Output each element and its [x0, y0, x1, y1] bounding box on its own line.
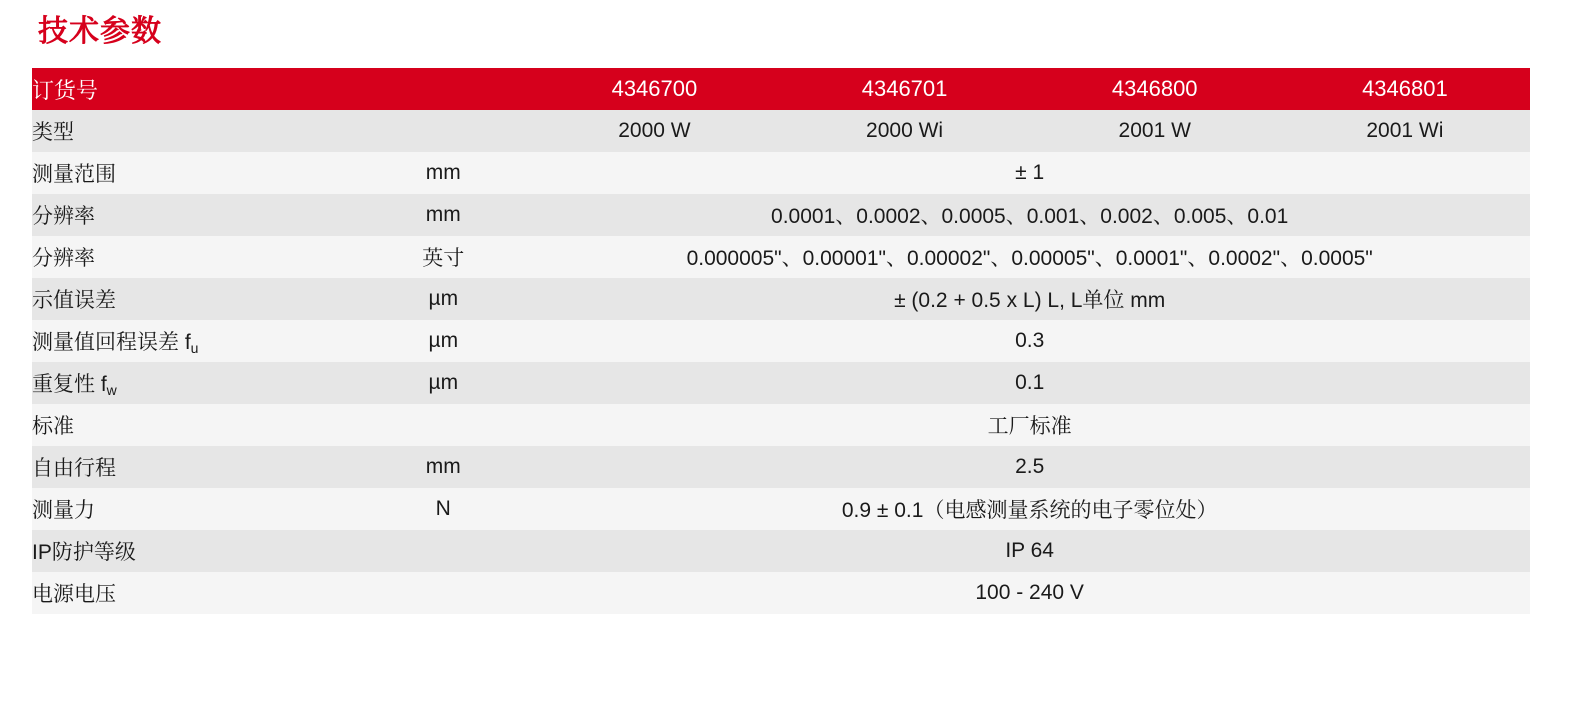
table-row: [32, 194, 1530, 236]
row-value-resolution-mm: 0.0001、0.0002、0.0005、0.001、0.002、0.005、0.01: [529, 194, 1530, 236]
table-row: [32, 488, 1530, 530]
row-value-type-4: 2001 Wi: [1280, 110, 1530, 152]
spec-sheet-page: [0, 14, 1582, 708]
table-row: [32, 572, 1530, 614]
header-order-number-1: 4346700: [529, 68, 779, 110]
row-unit-standard: [357, 404, 529, 446]
page-title: 技术参数: [38, 15, 162, 48]
row-label-supply-voltage: 电源电压: [32, 572, 357, 614]
row-value-measuring-force: 0.9 ± 0.1（电感测量系统的电子零位处）: [529, 488, 1530, 530]
row-unit-measuring-force: N: [357, 488, 529, 530]
row-unit-supply-voltage: [357, 572, 529, 614]
row-value-type-3: 2001 W: [1030, 110, 1280, 152]
row-label-hysteresis-error-subscript: u: [190, 340, 199, 356]
table-row: [32, 404, 1530, 446]
row-value-type-1: 2000 W: [529, 110, 779, 152]
row-label-resolution-inch: 分辨率: [32, 236, 357, 278]
row-value-free-travel: 2.5: [529, 446, 1530, 488]
row-label-resolution-mm: 分辨率: [32, 194, 357, 236]
table-row: [32, 530, 1530, 572]
row-label-free-travel: 自由行程: [32, 446, 357, 488]
row-label-standard: 标准: [32, 404, 357, 446]
header-order-number-label: 订货号: [32, 68, 529, 110]
row-unit-type: [357, 110, 529, 152]
table-row: [32, 320, 1530, 362]
row-unit-repeatability: µm: [357, 362, 529, 404]
row-value-hysteresis-error: 0.3: [529, 320, 1530, 362]
row-unit-resolution-mm: mm: [357, 194, 529, 236]
row-unit-hysteresis-error: µm: [357, 320, 529, 362]
row-label-indication-error: 示值误差: [32, 278, 357, 320]
row-label-measuring-range: 测量范围: [32, 152, 357, 194]
table-row: [32, 278, 1530, 320]
row-label-repeatability-subscript: w: [106, 382, 117, 398]
table-row: [32, 362, 1530, 404]
row-label-hysteresis-error: [32, 320, 357, 362]
table-header-row: [32, 68, 1530, 110]
header-order-number-4: 4346801: [1280, 68, 1530, 110]
row-label-hysteresis-error-text: 测量值回程误差 f: [32, 331, 191, 354]
row-unit-ip-rating: [357, 530, 529, 572]
header-order-number-2: 4346701: [779, 68, 1029, 110]
table-row: [32, 152, 1530, 194]
row-value-standard: 工厂标准: [529, 404, 1530, 446]
row-label-repeatability: [32, 362, 357, 404]
row-value-repeatability: 0.1: [529, 362, 1530, 404]
table-row: [32, 446, 1530, 488]
row-unit-measuring-range: mm: [357, 152, 529, 194]
row-unit-free-travel: mm: [357, 446, 529, 488]
row-value-measuring-range: ± 1: [529, 152, 1530, 194]
row-value-supply-voltage: 100 - 240 V: [529, 572, 1530, 614]
header-order-number-3: 4346800: [1030, 68, 1280, 110]
row-label-ip-rating: IP防护等级: [32, 530, 357, 572]
row-label-measuring-force: 测量力: [32, 488, 357, 530]
table-row: [32, 110, 1530, 152]
row-value-type-2: 2000 Wi: [779, 110, 1029, 152]
technical-specs-table: [32, 68, 1530, 614]
row-label-repeatability-text: 重复性 f: [32, 373, 107, 396]
row-value-resolution-inch: 0.000005"、0.00001"、0.00002"、0.00005"、0.0001"、0.0002"、0.0005": [529, 236, 1530, 278]
row-value-indication-error: ± (0.2 + 0.5 x L) L, L单位 mm: [529, 278, 1530, 320]
row-unit-resolution-inch: 英寸: [357, 236, 529, 278]
row-unit-indication-error: µm: [357, 278, 529, 320]
table-row: [32, 236, 1530, 278]
row-value-ip-rating: IP 64: [529, 530, 1530, 572]
row-label-type: 类型: [32, 110, 357, 152]
